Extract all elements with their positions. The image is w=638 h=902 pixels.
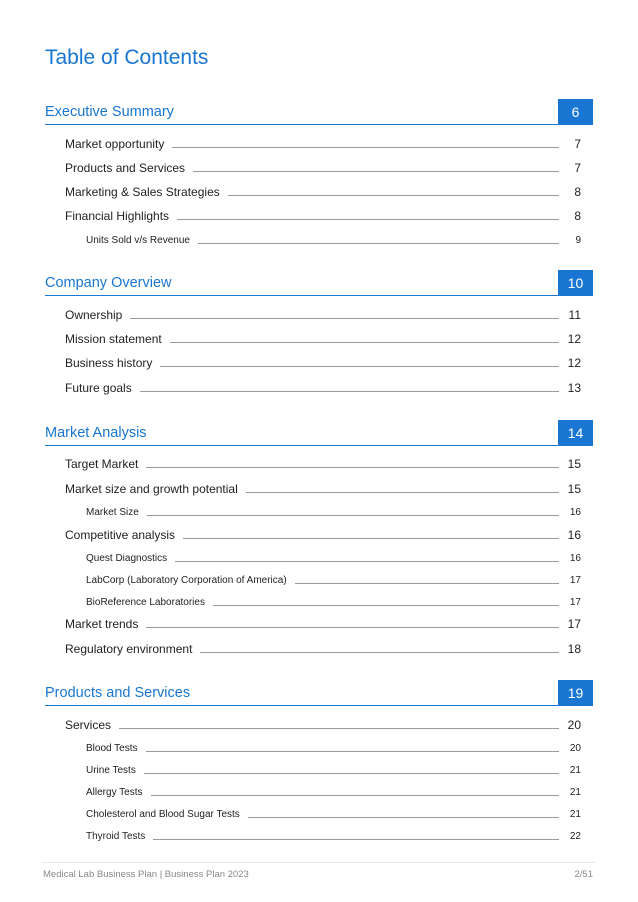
toc-subentry[interactable] [86, 571, 581, 589]
toc-entry-page: 11 [568, 308, 581, 322]
toc-entry-label: Blood Tests [86, 742, 138, 754]
toc-entry[interactable] [65, 159, 581, 177]
dot-leader [146, 467, 559, 468]
section-title: Market Analysis [45, 425, 147, 441]
toc-entry-page: 13 [567, 381, 581, 395]
toc-entry-label: Urine Tests [86, 764, 136, 776]
toc-entry-label: Marketing & Sales Strategies [65, 185, 220, 199]
toc-subentry[interactable] [86, 593, 581, 611]
section-heading-market-analysis[interactable] [45, 419, 593, 446]
section-page-badge: 14 [558, 420, 593, 446]
dot-leader [248, 817, 559, 818]
toc-entry-page: 17 [569, 596, 581, 608]
toc-entry[interactable] [65, 183, 581, 201]
toc-entry-page: 20 [567, 718, 581, 732]
dot-leader [295, 583, 559, 584]
toc-entry-page: 18 [567, 642, 581, 656]
dot-leader [151, 795, 559, 796]
toc-entry-label: Competitive analysis [65, 528, 176, 542]
toc-entry-page: 16 [567, 528, 581, 542]
toc-entry-page: 15 [567, 457, 581, 471]
dot-leader [130, 318, 559, 319]
toc-entry-page: 9 [575, 234, 581, 246]
toc-entry-page: 7 [574, 161, 581, 175]
toc-entry-page: 21 [569, 786, 581, 798]
toc-entry-page: 20 [569, 742, 581, 754]
toc-entry-label: Products and Services [65, 161, 186, 175]
toc-entry[interactable] [65, 526, 581, 544]
toc-entry-label: Cholesterol and Blood Sugar Tests [86, 808, 240, 820]
toc-entry-label: Ownership [65, 308, 123, 322]
dot-leader [170, 342, 559, 343]
dot-leader [140, 391, 559, 392]
toc-entry[interactable] [65, 455, 581, 473]
toc-subentry[interactable] [86, 827, 581, 845]
section-heading-company-overview[interactable] [45, 269, 593, 296]
toc-entry[interactable] [65, 615, 581, 633]
section-title: Company Overview [45, 275, 172, 291]
dot-leader [213, 605, 559, 606]
section-heading-executive-summary[interactable] [45, 98, 593, 125]
dot-leader [246, 492, 559, 493]
toc-entry-page: 21 [569, 764, 581, 776]
toc-entry-page: 17 [569, 574, 581, 586]
toc-entry-label: Market opportunity [65, 137, 165, 151]
dot-leader [147, 515, 559, 516]
dot-leader [146, 627, 559, 628]
dot-leader [200, 652, 559, 653]
toc-entry-page: 17 [567, 617, 581, 631]
toc-entry[interactable] [65, 354, 581, 372]
dot-leader [175, 561, 559, 562]
page-title: Table of Contents [45, 46, 209, 69]
toc-entry-label: Services [65, 718, 112, 732]
footer-page-number: 2/51 [574, 869, 593, 880]
toc-entry[interactable] [65, 330, 581, 348]
dot-leader [144, 773, 559, 774]
toc-entry[interactable] [65, 716, 581, 734]
toc-entry-page: 16 [569, 506, 581, 518]
dot-leader [160, 366, 559, 367]
dot-leader [198, 243, 559, 244]
toc-subentry[interactable] [86, 783, 581, 801]
toc-entry-label: LabCorp (Laboratory Corporation of America) [86, 574, 287, 586]
toc-entry-label: BioReference Laboratories [86, 596, 205, 608]
toc-subentry[interactable] [86, 549, 581, 567]
toc-entry[interactable] [65, 306, 581, 324]
toc-entry-label: Thyroid Tests [86, 830, 146, 842]
toc-entry[interactable] [65, 379, 581, 397]
toc-subentry[interactable] [86, 503, 581, 521]
section-title: Products and Services [45, 685, 191, 701]
dot-leader [177, 219, 559, 220]
dot-leader [183, 538, 559, 539]
toc-entry-label: Market Size [86, 506, 139, 518]
dot-leader [228, 195, 559, 196]
dot-leader [153, 839, 559, 840]
toc-entry[interactable] [65, 640, 581, 658]
toc-entry-page: 15 [567, 482, 581, 496]
toc-subentry[interactable] [86, 761, 581, 779]
toc-entry-page: 21 [569, 808, 581, 820]
toc-subentry[interactable] [86, 231, 581, 249]
toc-entry-label: Regulatory environment [65, 642, 193, 656]
toc-entry-label: Quest Diagnostics [86, 552, 168, 564]
toc-entry-page: 7 [574, 137, 581, 151]
dot-leader [146, 751, 559, 752]
toc-entry[interactable] [65, 135, 581, 153]
toc-subentry[interactable] [86, 805, 581, 823]
toc-entry-label: Mission statement [65, 332, 162, 346]
section-title: Executive Summary [45, 104, 174, 120]
toc-entry[interactable] [65, 480, 581, 498]
section-page-badge: 10 [558, 270, 593, 296]
toc-entry-label: Market size and growth potential [65, 482, 238, 496]
toc-entry[interactable] [65, 207, 581, 225]
dot-leader [193, 171, 559, 172]
dot-leader [119, 728, 559, 729]
toc-entry-label: Target Market [65, 457, 139, 471]
toc-entry-label: Future goals [65, 381, 132, 395]
toc-entry-page: 12 [567, 332, 581, 346]
toc-entry-page: 22 [569, 830, 581, 842]
toc-entry-label: Allergy Tests [86, 786, 143, 798]
toc-entry-page: 8 [574, 209, 581, 223]
toc-entry-label: Business history [65, 356, 153, 370]
section-heading-products-and-services[interactable] [45, 679, 593, 706]
dot-leader [172, 147, 559, 148]
section-page-badge: 19 [558, 680, 593, 706]
toc-subentry[interactable] [86, 739, 581, 757]
footer-document-name: Medical Lab Business Plan | Business Plan 2023 [43, 869, 249, 880]
toc-entry-label: Units Sold v/s Revenue [86, 234, 190, 246]
footer-divider [42, 862, 596, 863]
toc-entry-label: Market trends [65, 617, 139, 631]
toc-entry-page: 16 [569, 552, 581, 564]
toc-entry-page: 12 [567, 356, 581, 370]
section-page-badge: 6 [558, 99, 593, 125]
toc-entry-page: 8 [574, 185, 581, 199]
toc-entry-label: Financial Highlights [65, 209, 170, 223]
